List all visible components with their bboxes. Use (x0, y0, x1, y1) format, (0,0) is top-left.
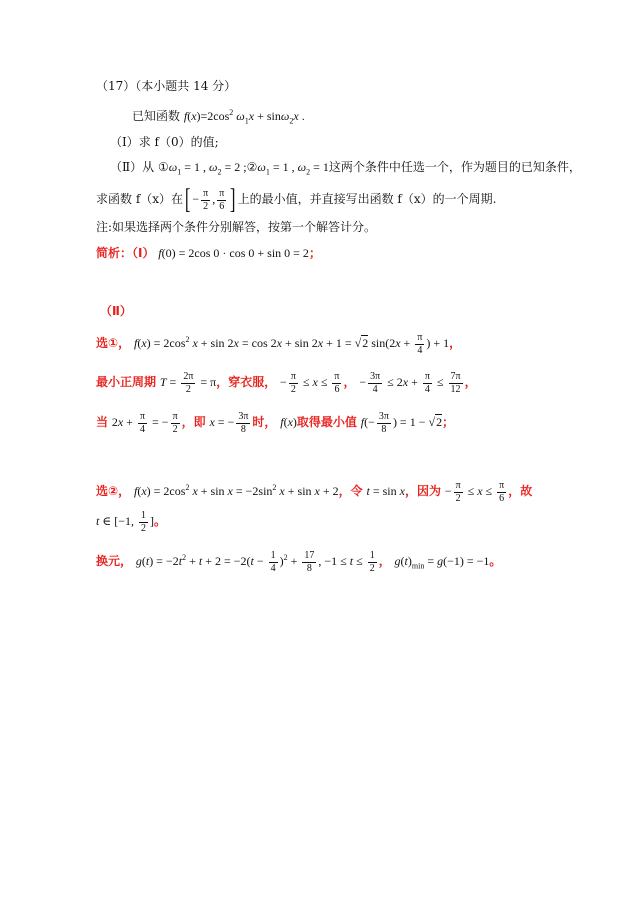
choice-one-minimum: 当 2x + $\frac{\pi}{4}$ = − $\frac{\pi}{2}$ ，即 x = − $\frac{3\pi}{8}$ 时， f(x)取得最小值 f(− $\frac{3\pi}{8}$ ) = 1 − √2； (96, 410, 455, 435)
solution-part-two-label: （Ⅱ） (100, 304, 132, 318)
part-one-question: （Ⅰ）求 f（0）的值; (110, 135, 219, 149)
condition-options: $①\omega_1 = 1$ , $\omega_2 = 2$ $;②\omega_1 = 1$ , $\omega_2 = 1$ (158, 160, 329, 177)
part-two-question-line2: 求函数 f（x）在[ − $\frac{\pi}{2}$ , $\frac{\pi}{6}$ ] 上的最小值，并直接写出函数 f（x）的一个周期. (96, 184, 497, 216)
substitution-result: 换元， $g(t) = -2t^2 + t + 2 = -2(t$ − $\frac{1}{4}$ )$^2$ + $\frac{17}{8}$ , −1 ≤ t ≤ $\frac{1}{2}$ ， $g(t)_{min} = g(-1) = -1$。 (96, 549, 502, 574)
grading-note: 注:如果选择两个条件分别解答，按第一个解答计分。 (96, 220, 377, 234)
choice-two-simplify: 选②， $f(x) = 2\cos^2$ $x + \sin x = -2\sin^2$ x + sin x + 2，令 t = sin x，因为 − $\frac{\pi}{2}$ ≤ x ≤ $\frac{\pi}{6}$ ，故 (96, 479, 533, 504)
choice-one-period: 最小正周期 T = $\frac{2\pi}{2}$ = π，穿衣服， − $\frac{\pi}{2}$ ≤ x ≤ $\frac{\pi}{6}$ ， − $\frac{3\pi}{4}$ ≤ 2x + $\frac{\pi}{4}$ ≤ $\frac{7\pi}{12}$ ， (96, 370, 477, 395)
choice-one-simplify: 选①， $f(x) = 2\cos^2$ x + sin 2x = cos 2x + sin 2x + 1 = √2 sin(2x + $\frac{\pi}{4}$ ) + 1， (96, 331, 462, 356)
problem-header: （17）（本小题共 14 分） (96, 79, 237, 93)
interval: [ − $\frac{\pi}{2}$ , $\frac{\pi}{6}$ ] (184, 184, 236, 216)
part-one-computation: f(0) = 2cos 0 · cos 0 + sin 0 = 2 (158, 246, 309, 260)
part-two-question-line1: （Ⅱ）从 $①\omega_1 = 1$ , $\omega_2 = 2$ $;②\omega_1 = 1$ , $\omega_2 = 1$这两个条件中任选一个，作为题目的已知条件， (110, 160, 581, 177)
given-function: 已知函数 $f(x)=2\cos^2$ $\omega_1x + \sin\omega_2x$ . (132, 108, 305, 126)
function-definition: $f(x)=2\cos^2$ $\omega_1x + \sin\omega_2x$ . (183, 108, 305, 126)
choice-two-range: t ∈ [−1, $\frac{1}{2}$ ]。 (96, 509, 167, 534)
solution-part-one: 简析：（Ⅰ） f(0) = 2cos 0 · cos 0 + sin 0 = 2； (96, 246, 321, 260)
